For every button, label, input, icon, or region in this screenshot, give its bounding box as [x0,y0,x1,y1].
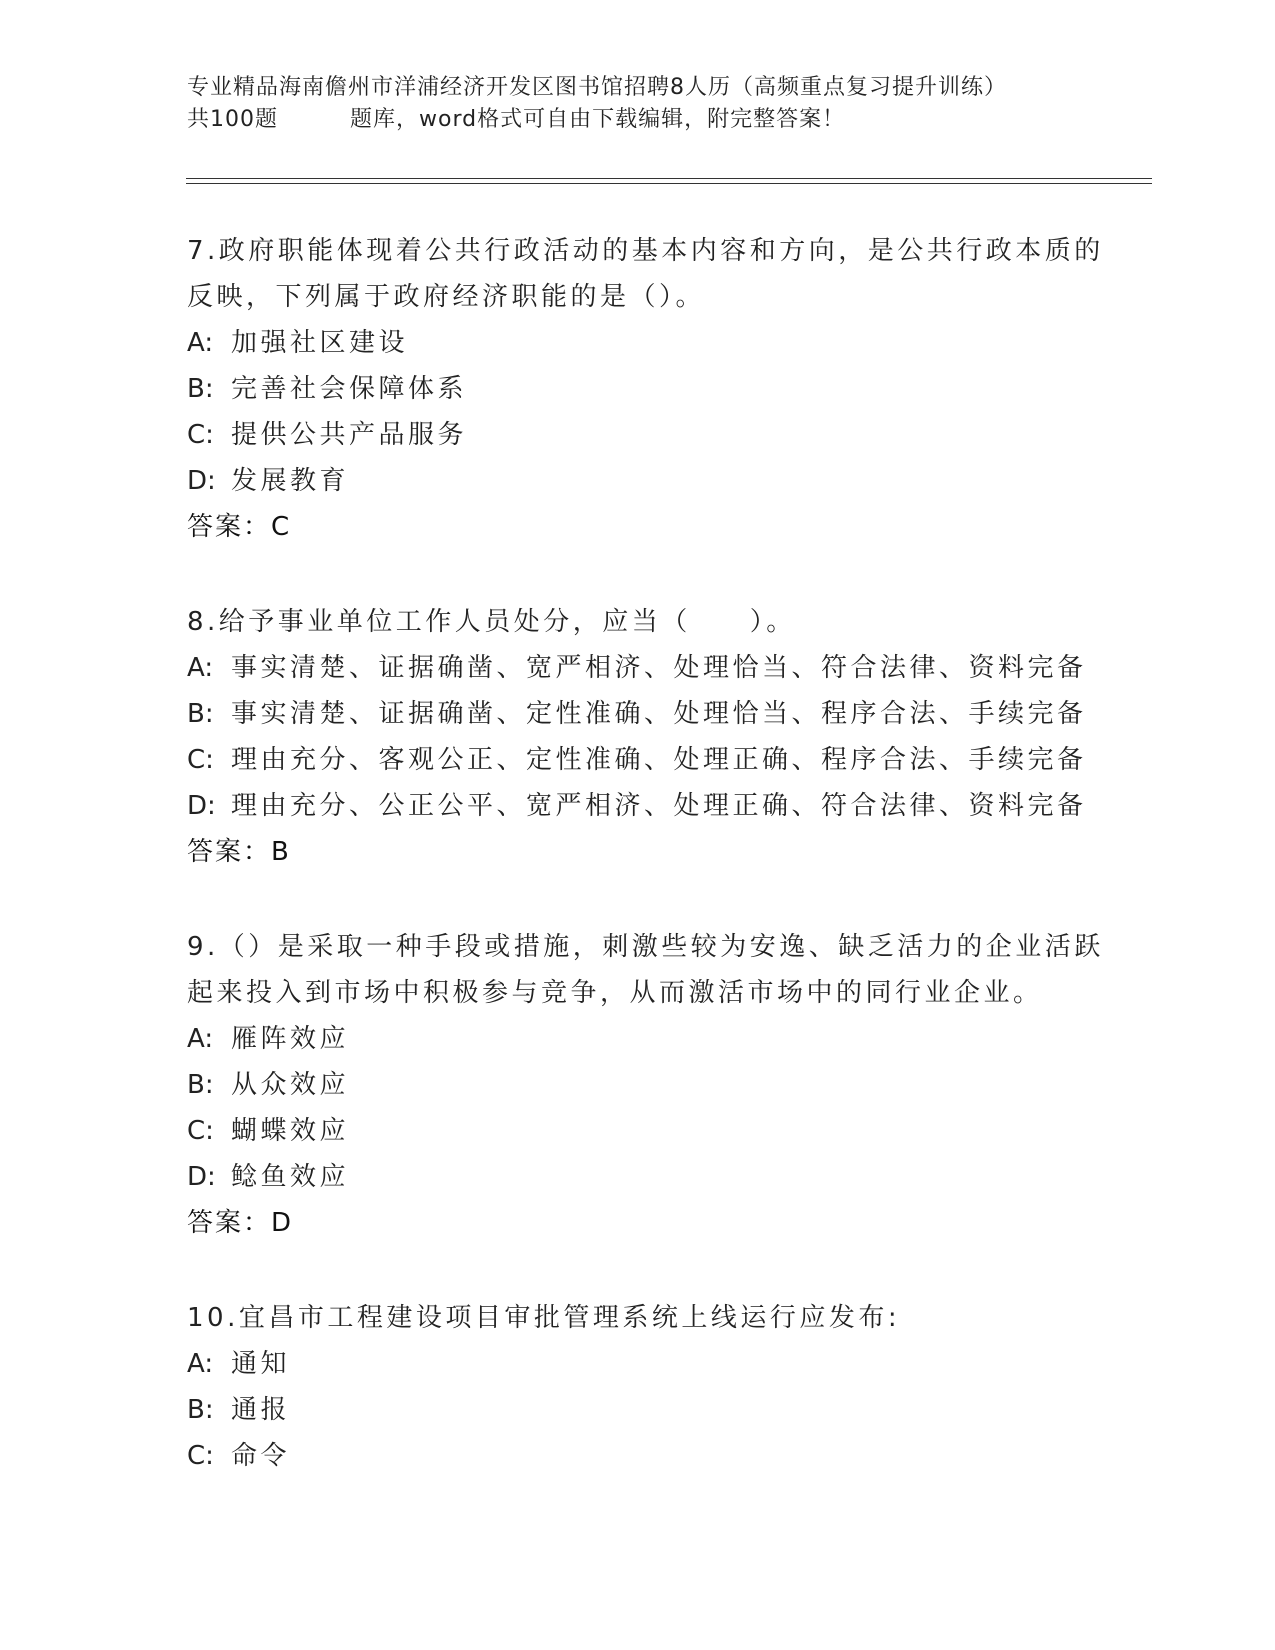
option-key: D: [187,466,216,496]
option-c [187,1433,1127,1479]
option-key: A: [187,1024,214,1054]
option-text: 从众效应 [231,1070,350,1100]
question-7 [187,228,1127,550]
option-text: 提供公共产品服务 [231,420,468,450]
option-key: A: [187,1349,214,1379]
option-text: 鲶鱼效应 [231,1162,350,1192]
option-key: D: [187,791,216,821]
question-stem: 7.政府职能体现着公共行政活动的基本内容和方向，是公共行政本质的反映，下列属于政府经济职能的是（）。 [187,236,1104,312]
option-b [187,1387,1127,1433]
option-c [187,1108,1127,1154]
option-a [187,1016,1127,1062]
question-list [187,228,1127,1528]
answer-label: 答案： [187,837,272,867]
header-subtitle: 题库，word格式可自由下载编辑，附完整答案！ [350,107,846,132]
answer-line [187,504,1127,550]
question-stem: 9.（）是采取一种手段或措施，刺激些较为安逸、缺乏活力的企业活跃起来投入到市场中积极参与竞争，从而激活市场中的同行业企业。 [187,932,1104,1008]
option-b [187,1062,1127,1108]
option-key: A: [187,328,214,358]
header-title-line1: 专业精品海南儋州市洋浦经济开发区图书馆招聘8人历（高频重点复习提升训练） [187,75,1007,100]
question-stem: 8.给予事业单位工作人员处分，应当（ ）。 [187,607,796,637]
option-key: B: [187,1070,214,1100]
option-d [187,783,1127,829]
header-divider-bottom [186,183,1152,184]
question-8 [187,599,1127,875]
document-header [187,72,1087,136]
option-key: B: [187,374,214,404]
header-title-line2 [187,104,1087,136]
answer-line [187,1200,1127,1246]
option-key: C: [187,745,214,775]
option-text: 雁阵效应 [231,1024,350,1054]
answer-value: B [271,837,289,867]
option-text: 通报 [231,1395,291,1425]
question-9 [187,924,1127,1246]
option-text: 通知 [231,1349,291,1379]
option-a [187,320,1127,366]
question-stem: 10.宜昌市工程建设项目审批管理系统上线运行应发布: [187,1303,901,1333]
header-question-count: 共100题 [187,107,278,132]
option-key: C: [187,1441,214,1471]
option-d [187,1154,1127,1200]
option-d [187,458,1127,504]
option-text: 事实清楚、证据确凿、定性准确、处理恰当、程序合法、手续完备 [231,699,1087,729]
option-text: 事实清楚、证据确凿、宽严相济、处理恰当、符合法律、资料完备 [231,653,1087,683]
option-c [187,737,1127,783]
option-text: 理由充分、客观公正、定性准确、处理正确、程序合法、手续完备 [231,745,1087,775]
header-divider-top [186,178,1152,179]
option-key: D: [187,1162,216,1192]
option-a [187,645,1127,691]
option-key: B: [187,699,214,729]
option-key: A: [187,653,214,683]
answer-value: D [271,1208,292,1238]
option-key: B: [187,1395,214,1425]
option-text: 蝴蝶效应 [231,1116,350,1146]
answer-label: 答案： [187,1208,272,1238]
option-b [187,691,1127,737]
option-c [187,412,1127,458]
answer-label: 答案： [187,512,272,542]
option-key: C: [187,1116,214,1146]
option-text: 命令 [231,1441,291,1471]
answer-value: C [271,512,290,542]
option-key: C: [187,420,214,450]
option-text: 理由充分、公正公平、宽严相济、处理正确、符合法律、资料完备 [231,791,1087,821]
question-10 [187,1295,1127,1479]
option-text: 发展教育 [231,466,350,496]
answer-line [187,829,1127,875]
option-a [187,1341,1127,1387]
option-b [187,366,1127,412]
option-text: 加强社区建设 [231,328,409,358]
option-text: 完善社会保障体系 [231,374,468,404]
